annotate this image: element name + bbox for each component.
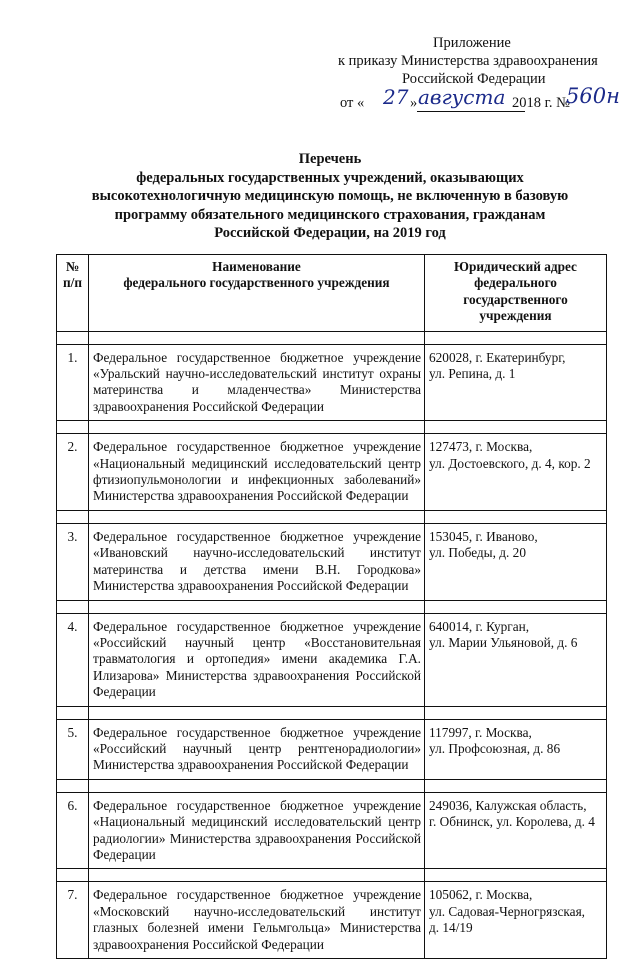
table-spacer bbox=[57, 779, 607, 792]
title-line: федеральных государственных учреждений, оказывающих bbox=[136, 169, 524, 186]
document-header bbox=[330, 34, 630, 114]
title-line: Перечень bbox=[298, 151, 362, 167]
table-row bbox=[57, 882, 607, 959]
institution-address: 153045, г. Иваново, ул. Победы, д. 20 bbox=[425, 523, 607, 600]
table-row bbox=[57, 719, 607, 779]
document-title bbox=[60, 150, 600, 243]
table-spacer bbox=[57, 600, 607, 613]
table-row bbox=[57, 523, 607, 600]
institution-name: Федеральное государственное бюджетное учреждение «Российский научный центр «Восстановительная травматология и ортопедия» имени академика Г.А. Илизарова» Министерства здравоохранения Российской Федерации bbox=[89, 613, 425, 706]
table-spacer bbox=[57, 510, 607, 523]
order-reference: к приказу Министерства здравоохранения bbox=[338, 53, 598, 69]
institution-address: 117997, г. Москва, ул. Профсоюзная, д. 86 bbox=[425, 719, 607, 779]
appendix-label: Приложение bbox=[433, 35, 511, 51]
date-month-handwritten: августа bbox=[418, 85, 506, 109]
order-date-line bbox=[330, 84, 630, 114]
institution-address: 127473, г. Москва, ул. Достоевского, д. 4, кор. 2 bbox=[425, 434, 607, 511]
institution-address: 640014, г. Курган, ул. Марии Ульяновой, д. 6 bbox=[425, 613, 607, 706]
table-spacer bbox=[57, 869, 607, 882]
table-spacer bbox=[57, 706, 607, 719]
table-spacer bbox=[57, 331, 607, 344]
institution-name: Федеральное государственное бюджетное учреждение «Московский научно-исследовательский институт глазных болезней имени Гельмгольца» Министерства здравоохранения Российской Федерации bbox=[89, 882, 425, 959]
row-number: 1. bbox=[57, 344, 89, 421]
row-number: 4. bbox=[57, 613, 89, 706]
institution-name: Федеральное государственное бюджетное учреждение «Уральский научно-исследовательский институт охраны материнства и младенчества» Министерства здравоохранения Российской Федерации bbox=[89, 344, 425, 421]
institution-name: Федеральное государственное бюджетное учреждение «Российский научный центр рентгенорадиологии» Министерства здравоохранения Российской Федерации bbox=[89, 719, 425, 779]
date-day-handwritten: 27 bbox=[383, 85, 409, 109]
ministry-name: Российской Федерации bbox=[402, 71, 546, 87]
institution-address: 105062, г. Москва, ул. Садовая-Черногрязская, д. 14/19 bbox=[425, 882, 607, 959]
row-number: 2. bbox=[57, 434, 89, 511]
institution-address: 249036, Калужская область, г. Обнинск, ул. Королева, д. 4 bbox=[425, 792, 607, 869]
institution-name: Федеральное государственное бюджетное учреждение «Ивановский научно-исследовательский институт материнства и детства имени В.Н. Городкова» Министерства здравоохранения Российской Федерации bbox=[89, 523, 425, 600]
institution-name: Федеральное государственное бюджетное учреждение «Национальный медицинский исследовательский центр радиологии» Министерства здравоохранения Российской Федерации bbox=[89, 792, 425, 869]
table-row bbox=[57, 434, 607, 511]
title-line: программу обязательного медицинского страхования, гражданам bbox=[114, 206, 546, 223]
row-number: 7. bbox=[57, 882, 89, 959]
date-underline bbox=[417, 111, 525, 112]
institution-name: Федеральное государственное бюджетное учреждение «Национальный медицинский исследовательский центр фтизиопульмонологии и инфекционных заболеваний» Министерства здравоохранения Российской Федерации bbox=[89, 434, 425, 511]
table-row bbox=[57, 613, 607, 706]
row-number: 3. bbox=[57, 523, 89, 600]
table-spacer bbox=[57, 421, 607, 434]
header-num: № п/п bbox=[57, 255, 89, 332]
date-prefix: от « bbox=[340, 95, 365, 111]
institutions-table bbox=[56, 254, 607, 959]
institution-address: 620028, г. Екатеринбург, ул. Репина, д. 1 bbox=[425, 344, 607, 421]
row-number: 6. bbox=[57, 792, 89, 869]
table-row bbox=[57, 344, 607, 421]
title-line: высокотехнологичную медицинскую помощь, не включенную в базовую bbox=[91, 188, 569, 204]
header-name: Наименование федерального государственного учреждения bbox=[89, 255, 425, 332]
date-year: 2018 г. № bbox=[512, 95, 571, 111]
table-row bbox=[57, 792, 607, 869]
date-quote-close: » bbox=[410, 95, 418, 111]
table-header-row bbox=[57, 255, 607, 332]
title-line: Российской Федерации, на 2019 год bbox=[214, 225, 446, 241]
order-number-handwritten: 560н bbox=[566, 84, 620, 108]
row-number: 5. bbox=[57, 719, 89, 779]
header-address: Юридический адрес федерального государственного учреждения bbox=[425, 255, 607, 332]
